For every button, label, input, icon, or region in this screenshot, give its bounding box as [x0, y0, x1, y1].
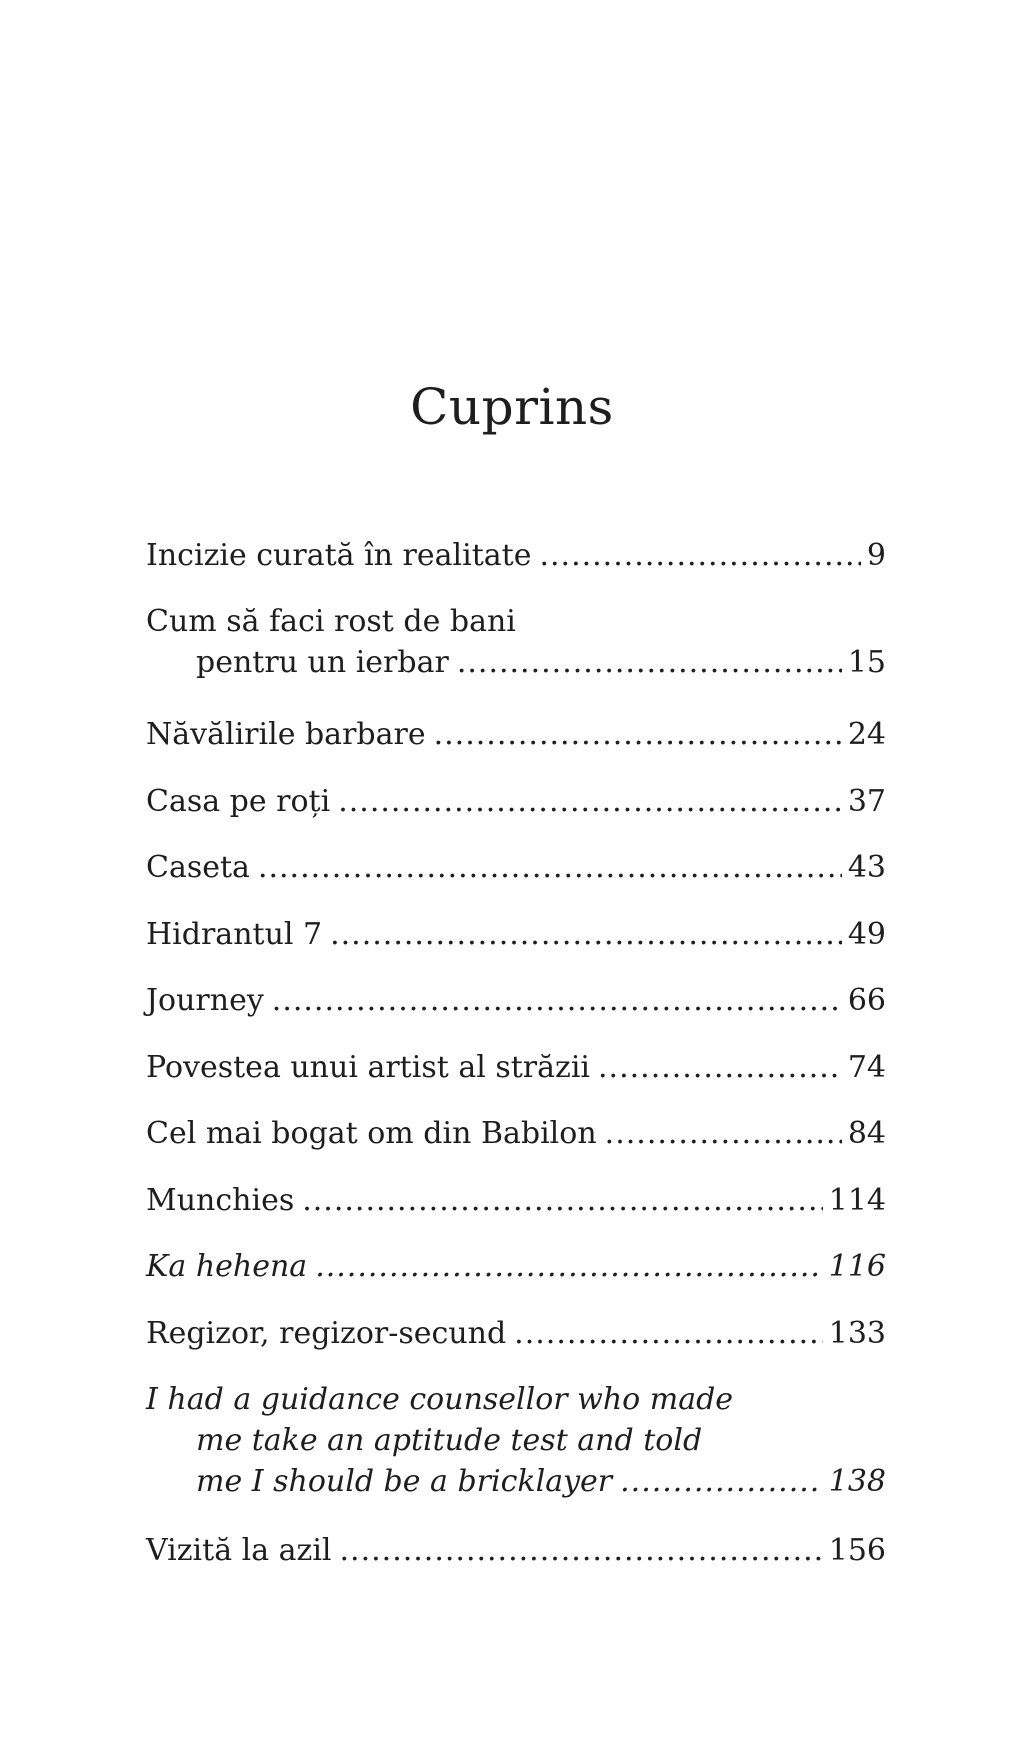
- toc-entry: [146, 714, 886, 755]
- toc-entry-row: [146, 1180, 886, 1221]
- toc-entry: [146, 1530, 886, 1571]
- toc-entry-title-line: Cum să faci rost de bani: [146, 604, 516, 639]
- page-title: Cuprins: [410, 378, 614, 436]
- toc-entry: [146, 1379, 886, 1502]
- toc-entry-title-line: me take an aptitude test and told: [196, 1423, 703, 1458]
- toc-entry: [146, 1113, 886, 1154]
- toc-entry-row: [146, 1047, 886, 1088]
- toc-entry-row: [146, 642, 886, 683]
- toc-entry-row: [146, 1113, 886, 1154]
- toc-entry: [146, 914, 886, 955]
- dot-leader: [598, 1047, 842, 1088]
- dot-leader: [315, 1246, 823, 1287]
- dot-leader: [340, 1530, 823, 1571]
- toc-page-number: 37: [847, 784, 886, 819]
- toc-entry-row: [146, 1461, 886, 1502]
- dot-leader: [302, 1180, 823, 1221]
- toc-entry-row: [146, 914, 886, 955]
- toc-page-number: 74: [847, 1050, 886, 1085]
- toc-page-number: 15: [847, 645, 886, 680]
- toc-page-number: 114: [828, 1183, 886, 1218]
- toc-entry: [146, 980, 886, 1021]
- toc-entry: [146, 1180, 886, 1221]
- toc-entry: [146, 1313, 886, 1354]
- toc-entry-title-line: I had a guidance counsellor who made: [146, 1382, 734, 1417]
- toc-entry: [146, 781, 886, 822]
- toc-entry: [146, 1047, 886, 1088]
- toc-entry-row: [146, 535, 886, 576]
- dot-leader: [620, 1461, 823, 1502]
- toc-entry-title: Incizie curată în realitate: [146, 538, 532, 573]
- dot-leader: [514, 1313, 823, 1354]
- toc-entry-title: Năvălirile barbare: [146, 717, 426, 752]
- toc-entry-title: Ka hehena: [146, 1249, 308, 1284]
- toc-entry-title: Regizor, regizor-secund: [146, 1316, 507, 1351]
- toc-page-number: 116: [828, 1249, 886, 1284]
- toc-page-number: 43: [847, 850, 886, 885]
- toc-entry-title: Hidrantul 7: [146, 917, 323, 952]
- dot-leader: [272, 980, 842, 1021]
- toc-entry: [146, 1246, 886, 1287]
- dot-leader: [258, 847, 842, 888]
- toc-page-number: 24: [847, 717, 886, 752]
- dot-leader: [338, 781, 842, 822]
- dot-leader: [539, 535, 860, 576]
- toc-entry-row: [146, 980, 886, 1021]
- toc-page-number: 49: [847, 917, 886, 952]
- toc-page-number: 133: [828, 1316, 886, 1351]
- toc-entry-title: Caseta: [146, 850, 250, 885]
- toc-entry-row: [146, 847, 886, 888]
- toc-entry-row: [146, 781, 886, 822]
- toc-entry-title: Munchies: [146, 1183, 295, 1218]
- toc-entry-title: Journey: [146, 983, 264, 1018]
- toc-entry-title: Casa pe roți: [146, 784, 331, 819]
- toc-page-number: 84: [847, 1116, 886, 1151]
- toc-entry-title: Cel mai bogat om din Babilon: [146, 1116, 597, 1151]
- toc-entry-title: Povestea unui artist al străzii: [146, 1050, 591, 1085]
- toc-entry: [146, 847, 886, 888]
- toc-entry: [146, 601, 886, 683]
- toc-page-number: 9: [866, 538, 886, 573]
- toc-page-number: 66: [847, 983, 886, 1018]
- toc-entry-row: [146, 1246, 886, 1287]
- toc-entry-row: [146, 714, 886, 755]
- toc-entry-title: me I should be a bricklayer: [196, 1464, 613, 1499]
- toc-entry-title: Vizită la azil: [146, 1533, 332, 1568]
- toc-entry-row: [146, 1530, 886, 1571]
- dot-leader: [330, 914, 842, 955]
- dot-leader: [605, 1113, 842, 1154]
- dot-leader: [457, 642, 842, 683]
- dot-leader: [434, 714, 842, 755]
- toc-page-number: 138: [828, 1464, 886, 1499]
- toc-entry-title: pentru un ierbar: [196, 645, 449, 680]
- toc-entry: [146, 535, 886, 576]
- toc-entry-row: [146, 1313, 886, 1354]
- toc-page-number: 156: [828, 1533, 886, 1568]
